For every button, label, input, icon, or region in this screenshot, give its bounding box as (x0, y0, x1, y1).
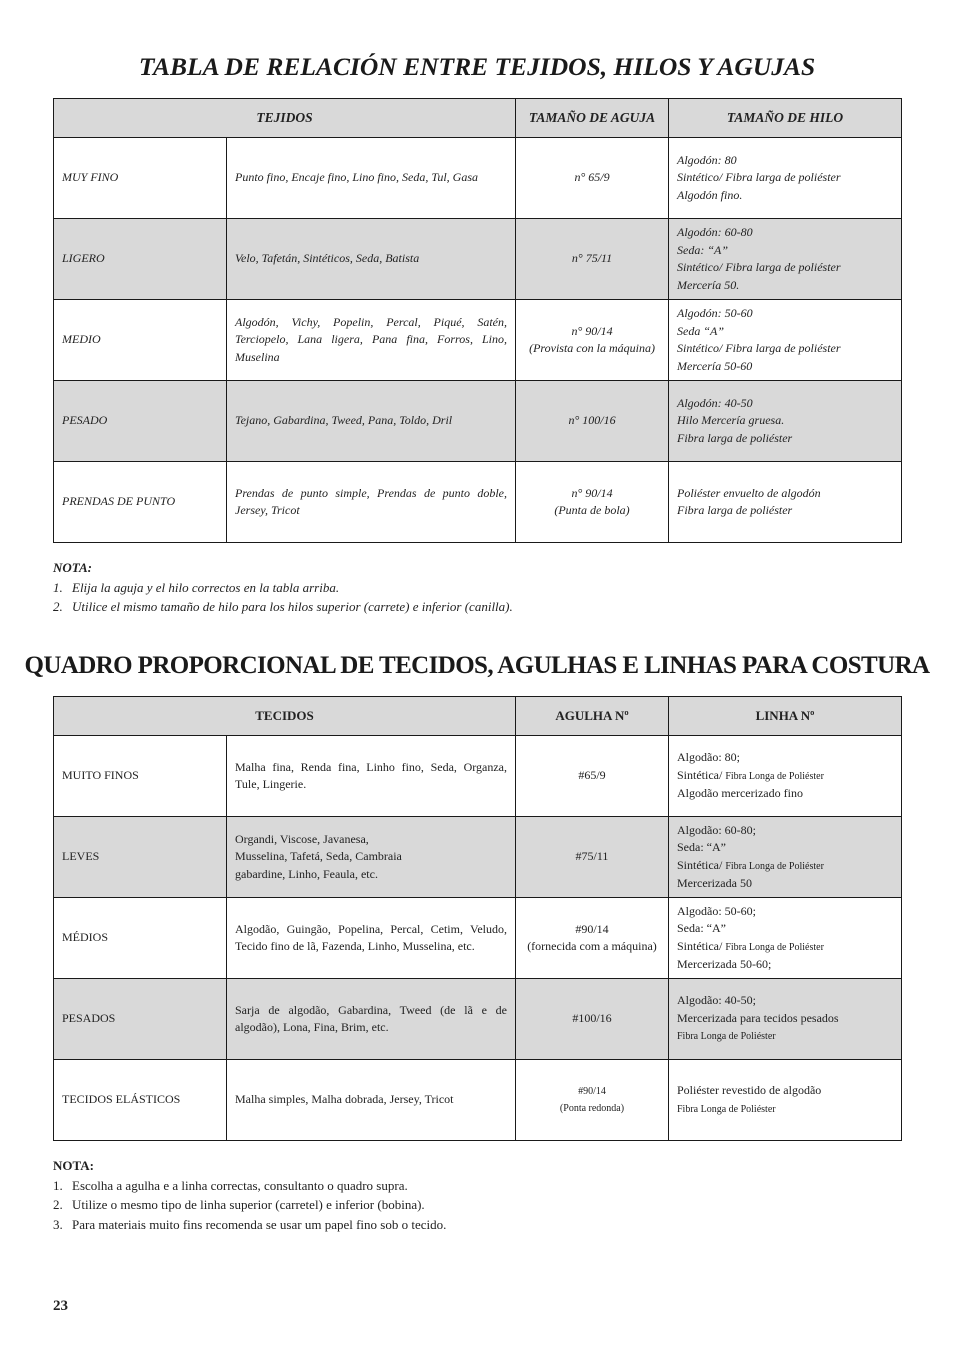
page-number: 23 (53, 1298, 68, 1314)
thread-line: Mercería 50. (677, 277, 740, 292)
fabric-weight-cell: MUITO FINOS (54, 736, 227, 817)
thread-line (677, 939, 824, 953)
header-tecidos: TECIDOS (54, 697, 516, 736)
thread-line: Algodão mercerizado fino (677, 786, 803, 801)
thread-line-text: Sintética/ (677, 767, 726, 782)
thread-line-small: Fibra Longa de Poliéster (725, 860, 824, 872)
needle-line: (fornecida com a máquina) (527, 939, 657, 953)
thread-line-text: Sintética/ (677, 857, 726, 872)
fabric-types-cell: Prendas de punto simple, Prendas de punto doble, Jersey, Tricot (227, 462, 516, 543)
thread-line: Sintético/ Fibra larga de poliéster (677, 170, 841, 185)
thread-line-small: Fibra Longa de Poliéster (677, 1103, 776, 1115)
portuguese-fabric-needle-thread-table (53, 696, 902, 1141)
table-row (54, 462, 902, 543)
thread-size-cell (669, 1060, 902, 1141)
needle-line: #90/14 (575, 921, 609, 936)
thread-size-cell (669, 817, 902, 898)
thread-size-cell (669, 462, 902, 543)
thread-line: Algodão: 80; (677, 750, 740, 765)
header-tamano-hilo: TAMAÑO DE HILO (669, 99, 902, 138)
needle-size-cell (516, 898, 669, 979)
needle-line: n° 100/16 (568, 413, 616, 428)
thread-line: Mercerizada para tecidos pesados (677, 1010, 839, 1025)
needle-line: n° 75/11 (571, 251, 613, 266)
spanish-note-title: NOTA: (53, 560, 92, 575)
thread-line (677, 1028, 776, 1042)
portuguese-note-item: 2. Utilize o mesmo tipo de linha superior (carretel) e inferior (bobina). (53, 1197, 425, 1212)
thread-size-cell (669, 979, 902, 1060)
fabric-weight-cell: MEDIO (54, 300, 227, 381)
thread-size-cell (669, 381, 902, 462)
thread-line: Algodón: 40-50 (677, 395, 753, 410)
portuguese-notes (53, 1156, 913, 1234)
thread-line: Mercería 50-60 (677, 358, 753, 373)
needle-size-cell (516, 300, 669, 381)
fabric-types-cell: Algodón, Vichy, Popelin, Percal, Piqué, Satén, Terciopelo, Lana ligera, Pana fina, Forros, Lino, Muselina (227, 300, 516, 381)
needle-size-cell (516, 979, 669, 1060)
needle-line: #100/16 (572, 1011, 612, 1026)
table-row (54, 979, 902, 1060)
thread-line: Seda: “A” (677, 242, 729, 257)
needle-size-cell (516, 1060, 669, 1141)
thread-line: Fibra larga de poliéster (677, 503, 793, 517)
thread-size-cell (669, 736, 902, 817)
thread-line: Poliéster revestido de algodão (677, 1083, 822, 1097)
thread-line: Mercerizada 50 (677, 876, 752, 890)
needle-line: #65/9 (578, 768, 606, 783)
fabric-weight-cell: LEVES (54, 817, 227, 898)
thread-line: Algodón: 60-80 (677, 225, 753, 239)
thread-line (677, 858, 824, 872)
thread-size-cell (669, 898, 902, 979)
thread-line: Mercerizada 50-60; (677, 957, 772, 971)
table-row (54, 898, 902, 979)
fabric-types-cell: Sarja de algodão, Gabardina, Tweed (de lã e de algodão), Lona, Fina, Brim, etc. (227, 979, 516, 1060)
thread-size-cell (669, 219, 902, 300)
table-row (54, 381, 902, 462)
portuguese-note-title: NOTA: (53, 1158, 94, 1173)
portuguese-note-item: 1. Escolha a agulha e a linha correctas, consultanto o quadro supra. (53, 1177, 408, 1193)
needle-size-cell (516, 219, 669, 300)
needle-size-cell (516, 817, 669, 898)
fabric-types-cell: Punto fino, Encaje fino, Lino fino, Seda, Tul, Gasa (227, 138, 516, 219)
header-tamano-aguja: TAMAÑO DE AGUJA (516, 99, 669, 138)
thread-line (677, 1101, 776, 1115)
fabric-weight-cell: LIGERO (54, 219, 227, 300)
table-row (54, 1060, 902, 1141)
spanish-table-title: TABLA DE RELACIÓN ENTRE TEJIDOS, HILOS Y AGUJAS (138, 52, 816, 81)
spanish-notes (53, 558, 913, 617)
thread-line: Algodão: 40-50; (677, 993, 756, 1008)
header-tejidos: TEJIDOS (54, 99, 516, 138)
thread-line: Algodão: 60-80; (677, 822, 756, 837)
spanish-note-item: 1. Elija la aguja y el hilo correctos en la tabla arriba. (53, 579, 340, 595)
fabric-weight-cell: PESADO (54, 381, 227, 462)
table-row (54, 817, 902, 898)
thread-line: Poliéster envuelto de algodón (677, 485, 821, 500)
fabric-weight-cell: MUY FINO (54, 138, 227, 219)
fabric-types-cell: Tejano, Gabardina, Tweed, Pana, Toldo, Dril (227, 381, 516, 462)
portuguese-note-item: 3. Para materiais muito fins recomenda se usar um papel fino sob o tecido. (53, 1216, 447, 1232)
fabric-weight-cell: MÉDIOS (54, 898, 227, 979)
thread-line-small: Fibra Longa de Poliéster (725, 941, 824, 953)
needle-size-cell (516, 381, 669, 462)
thread-line: Algodão: 50-60; (677, 903, 756, 918)
needle-size-cell (516, 138, 669, 219)
needle-size-cell (516, 736, 669, 817)
thread-line-small: Fibra Longa de Poliéster (725, 770, 824, 782)
needle-size-cell (516, 462, 669, 543)
fabric-types-cell: Velo, Tafetán, Sintéticos, Seda, Batista (227, 219, 516, 300)
thread-line: Sintético/ Fibra larga de poliéster (677, 341, 841, 355)
table-row (54, 736, 902, 817)
thread-size-cell (669, 138, 902, 219)
thread-line-text: Sintética/ (677, 938, 726, 953)
needle-line: #75/11 (575, 849, 609, 864)
fabric-types-cell: Organdi, Viscose, Javanesa, Musselina, Tafetá, Seda, Cambraia gabardine, Linho, Feaula, etc. (227, 817, 516, 898)
needle-line: n° 65/9 (574, 170, 610, 185)
fabric-types-cell: Malha fina, Renda fina, Linho fino, Seda, Organza, Tule, Lingerie. (227, 736, 516, 817)
thread-line: Fibra larga de poliéster (677, 430, 793, 445)
thread-line-small: Fibra Longa de Poliéster (677, 1031, 776, 1043)
table-row (54, 138, 902, 219)
table-row (54, 300, 902, 381)
thread-line: Seda “A” (677, 323, 725, 338)
fabric-types-cell: Algodão, Guingão, Popelina, Percal, Cetim, Veludo, Tecido fino de lã, Fazenda, Linho, Musselina, etc. (227, 898, 516, 979)
needle-line: #90/14 (578, 1085, 606, 1097)
needle-line: (Punta de bola) (554, 503, 630, 517)
spanish-note-item: 2. Utilice el mismo tamaño de hilo para los hilos superior (carrete) e inferior (canilla). (53, 599, 513, 614)
table-row (54, 219, 902, 300)
thread-line: Sintético/ Fibra larga de poliéster (677, 260, 841, 274)
fabric-weight-cell: TECIDOS ELÁSTICOS (54, 1060, 227, 1141)
needle-line: n° 90/14 (571, 485, 613, 500)
needle-line: (Provista con la máquina) (529, 341, 655, 355)
thread-size-cell (669, 300, 902, 381)
header-linha: LINHA Nº (669, 697, 902, 736)
thread-line (677, 768, 824, 782)
thread-line: Hilo Mercería gruesa. (677, 413, 785, 428)
thread-line: Algodón fino. (677, 187, 743, 202)
thread-line: Seda: “A” (677, 840, 726, 854)
fabric-weight-cell: PRENDAS DE PUNTO (54, 462, 227, 543)
fabric-types-cell: Malha simples, Malha dobrada, Jersey, Tricot (227, 1060, 516, 1141)
spanish-fabric-needle-thread-table (53, 98, 902, 543)
needle-line: (Ponta redonda) (559, 1103, 625, 1114)
portuguese-table-title: QUADRO PROPORCIONAL DE TECIDOS, AGULHAS E LINHAS PARA COSTURA (24, 652, 930, 679)
thread-line: Algodón: 50-60 (677, 306, 753, 320)
needle-line: n° 90/14 (571, 323, 613, 338)
thread-line: Algodón: 80 (677, 152, 737, 167)
thread-line: Seda: “A” (677, 921, 726, 935)
header-agulha: AGULHA Nº (516, 697, 669, 736)
fabric-weight-cell: PESADOS (54, 979, 227, 1060)
